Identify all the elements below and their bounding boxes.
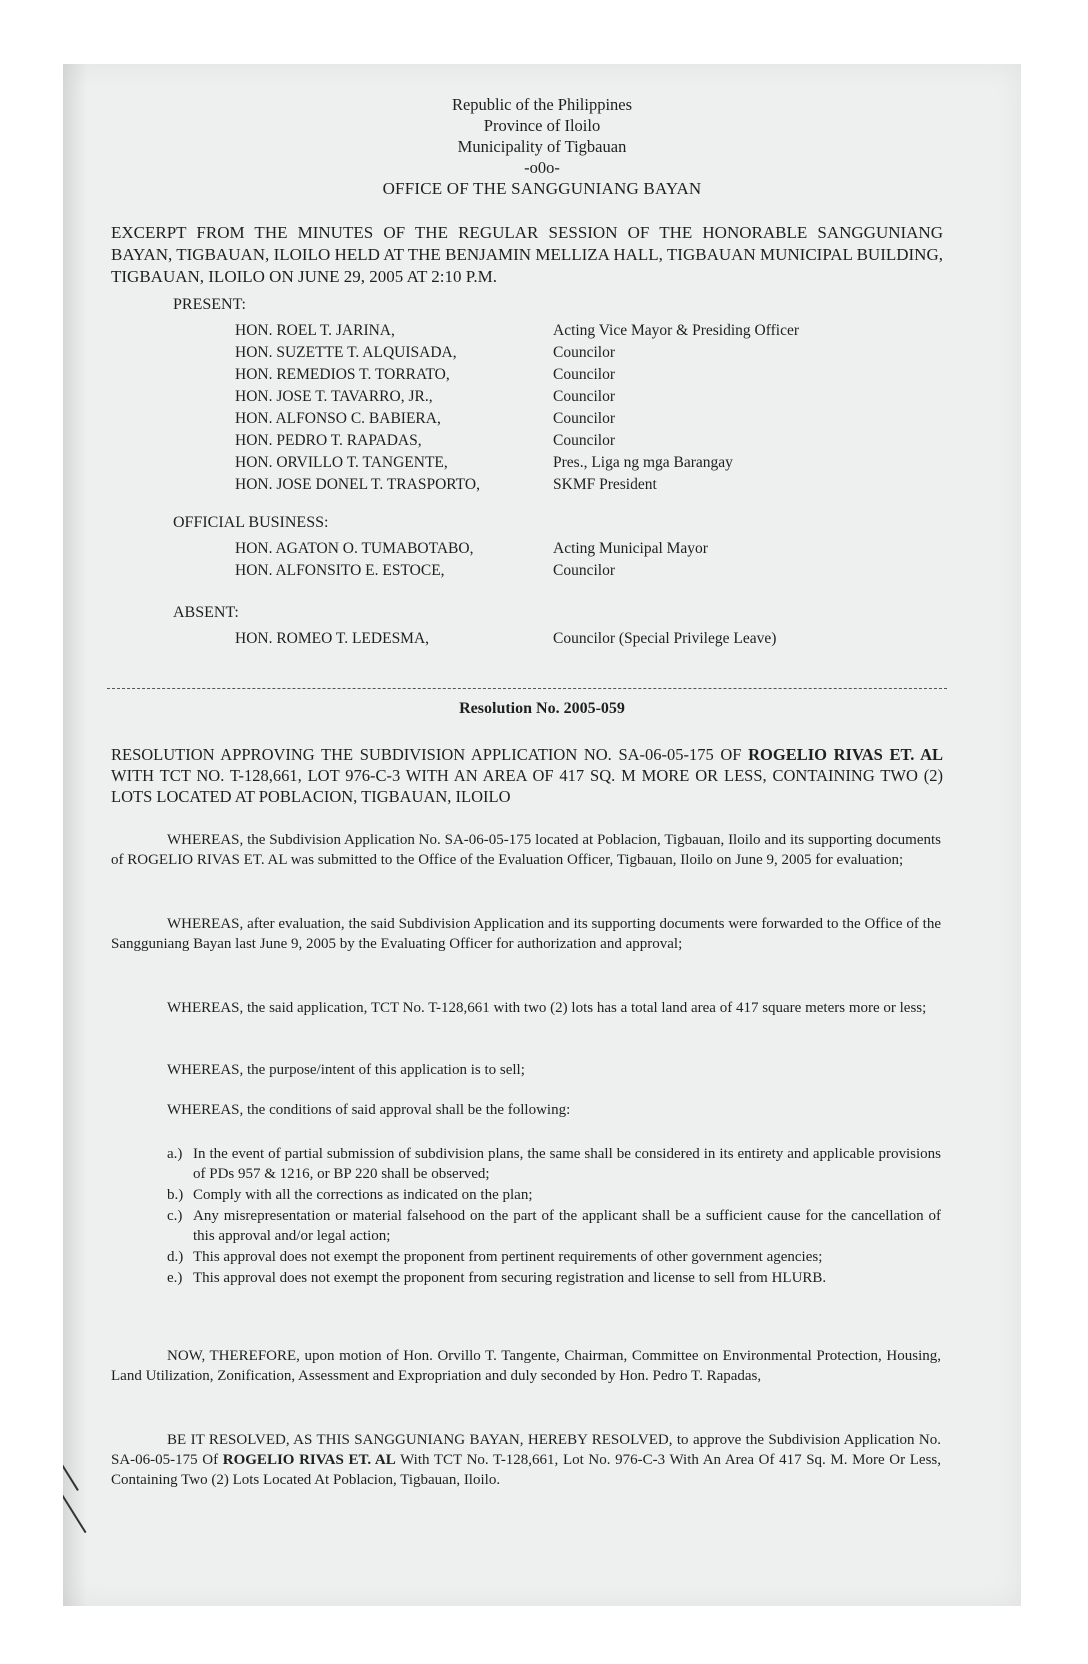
absent-list: [235, 628, 776, 650]
header-municipality: Municipality of Tigbauan: [457, 137, 627, 156]
member-row: [235, 538, 708, 560]
conditions-list: [167, 1144, 941, 1289]
member-position: Acting Municipal Mayor: [553, 540, 708, 557]
condition-letter: c.): [167, 1208, 183, 1224]
condition-letter: e.): [167, 1270, 183, 1286]
be-it-resolved-part2: With TCT No. T-128,661, Lot No. 976-C-3 With An Area Of 417 Sq. M. More Or Less, Containing Two (2) Lots Located At Poblacion, Tigbauan, Iloilo.: [111, 1452, 941, 1488]
whereas-paragraph: WHEREAS, the said application, TCT No. T-128,661 with two (2) lots has a total land area of 417 square meters more or less;: [167, 1000, 927, 1016]
resolution-title-part2: WITH TCT NO. T-128,661, LOT 976-C-3 WITH AN AREA OF 417 SQ. M MORE OR LESS, CONTAINING TWO (2) LOTS LOCATED AT POBLACION, TIGBAUAN, ILOILO: [111, 766, 943, 806]
member-row: [235, 474, 799, 496]
resolution-title: [111, 744, 943, 807]
member-row: [235, 364, 799, 386]
condition-letter: a.): [167, 1146, 183, 1162]
whereas-paragraph: WHEREAS, after evaluation, the said Subdivision Application and its supporting documents were forwarded to the Office of the Sangguniang Bayan last June 9, 2005 by the Evaluating Officer for authorization and approval;: [111, 916, 941, 952]
member-position: Councilor: [553, 432, 615, 449]
member-row: [235, 430, 799, 452]
whereas-paragraph: WHEREAS, the conditions of said approval shall be the following:: [167, 1102, 571, 1118]
be-it-resolved-applicant: ROGELIO RIVAS ET. AL: [222, 1452, 396, 1468]
member-name: HON. JOSE T. TAVARRO, JR.,: [235, 388, 433, 405]
be-it-resolved-part1: BE IT RESOLVED, AS THIS SANGGUNIANG BAYAN, HEREBY RESOLVED, to approve the Subdivision Application No. SA-06-05-175 Of: [111, 1432, 941, 1468]
member-position: Councilor: [553, 388, 615, 405]
document-page: [63, 64, 1021, 1606]
resolution-title-applicant: ROGELIO RIVAS ET. AL: [748, 745, 943, 764]
header-separator: -o0o-: [524, 158, 560, 177]
document-header: [63, 94, 1021, 199]
header-province: Province of Iloilo: [483, 116, 601, 135]
member-position: Councilor: [553, 366, 615, 383]
member-row: [235, 386, 799, 408]
official-business-label: OFFICIAL BUSINESS:: [173, 514, 329, 531]
member-name: HON. ORVILLO T. TANGENTE,: [235, 454, 448, 471]
condition-item: [167, 1144, 941, 1184]
member-row: [235, 342, 799, 364]
be-it-resolved-paragraph: [111, 1430, 941, 1490]
member-name: HON. SUZETTE T. ALQUISADA,: [235, 344, 457, 361]
member-position: Councilor: [553, 562, 615, 579]
whereas-paragraph: WHEREAS, the Subdivision Application No. SA-06-05-175 located at Poblacion, Tigbauan, Iloilo and its supporting documents of ROGELIO RIVAS ET. AL was submitted to the Office of the Evaluation Officer, Tigbauan, Iloilo on June 9, 2005 for evaluation;: [111, 832, 941, 868]
resolution-title-part1: RESOLUTION APPROVING THE SUBDIVISION APPLICATION NO. SA-06-05-175 OF: [111, 745, 749, 764]
condition-text: This approval does not exempt the proponent from securing registration and license to sell from HLURB.: [193, 1270, 827, 1286]
member-position: Acting Vice Mayor & Presiding Officer: [553, 322, 800, 339]
condition-item: [167, 1185, 941, 1205]
member-position: Councilor (Special Privilege Leave): [553, 630, 777, 647]
member-name: HON. REMEDIOS T. TORRATO,: [235, 366, 450, 383]
member-name: HON. ALFONSO C. BABIERA,: [235, 410, 441, 427]
member-row: [235, 320, 799, 342]
condition-text: In the event of partial submission of subdivision plans, the same shall be considered in its entirety and applicable provisions of PDs 957 & 1216, or BP 220 shall be observed;: [193, 1146, 941, 1182]
minutes-excerpt: EXCERPT FROM THE MINUTES OF THE REGULAR SESSION OF THE HONORABLE SANGGUNIANG BAYAN, TIGBAUAN, ILOILO HELD AT THE BENJAMIN MELLIZA HALL, TIGBAUAN MUNICIPAL BUILDING, TIGBAUAN, ILOILO ON JUNE 29, 2005 AT 2:10 P.M.: [111, 223, 943, 286]
header-office: OFFICE OF THE SANGGUNIANG BAYAN: [382, 179, 702, 198]
member-name: HON. PEDRO T. RAPADAS,: [235, 432, 422, 449]
header-republic: Republic of the Philippines: [451, 95, 633, 114]
member-position: Councilor: [553, 410, 615, 427]
member-name: HON. AGATON O. TUMABOTABO,: [235, 540, 474, 557]
condition-letter: d.): [167, 1249, 184, 1265]
condition-item: [167, 1206, 941, 1246]
member-row: [235, 408, 799, 430]
member-name: HON. ALFONSITO E. ESTOCE,: [235, 562, 445, 579]
member-position: Pres., Liga ng mga Barangay: [553, 454, 733, 471]
member-row: [235, 628, 776, 650]
member-name: HON. ROMEO T. LEDESMA,: [235, 630, 430, 647]
condition-text: This approval does not exempt the proponent from pertinent requirements of other government agencies;: [193, 1249, 823, 1265]
member-name: HON. JOSE DONEL T. TRASPORTO,: [235, 476, 480, 493]
present-list: [235, 320, 799, 496]
page-shadow: [63, 64, 87, 1606]
member-row: [235, 452, 799, 474]
now-therefore-paragraph: NOW, THEREFORE, upon motion of Hon. Orvillo T. Tangente, Chairman, Committee on Environmental Protection, Housing, Land Utilization, Zonification, Assessment and Expropriation and duly seconded by Hon. Pedro T. Rapadas,: [111, 1348, 941, 1384]
member-row: [235, 560, 708, 582]
condition-item: [167, 1268, 941, 1288]
absent-label: ABSENT:: [173, 604, 239, 621]
official-business-list: [235, 538, 708, 582]
member-position: Councilor: [553, 344, 615, 361]
present-label: PRESENT:: [173, 296, 246, 313]
resolution-number: Resolution No. 2005-059: [459, 700, 625, 717]
condition-text: Comply with all the corrections as indicated on the plan;: [193, 1187, 533, 1203]
member-position: SKMF President: [553, 476, 657, 493]
dashed-divider: [107, 688, 947, 689]
whereas-paragraph: WHEREAS, the purpose/intent of this application is to sell;: [167, 1062, 525, 1078]
condition-item: [167, 1247, 941, 1267]
member-name: HON. ROEL T. JARINA,: [235, 322, 395, 339]
condition-text: Any misrepresentation or material falsehood on the part of the applicant shall be a sufficient cause for the cancellation of this approval and/or legal action;: [193, 1208, 941, 1244]
condition-letter: b.): [167, 1187, 184, 1203]
